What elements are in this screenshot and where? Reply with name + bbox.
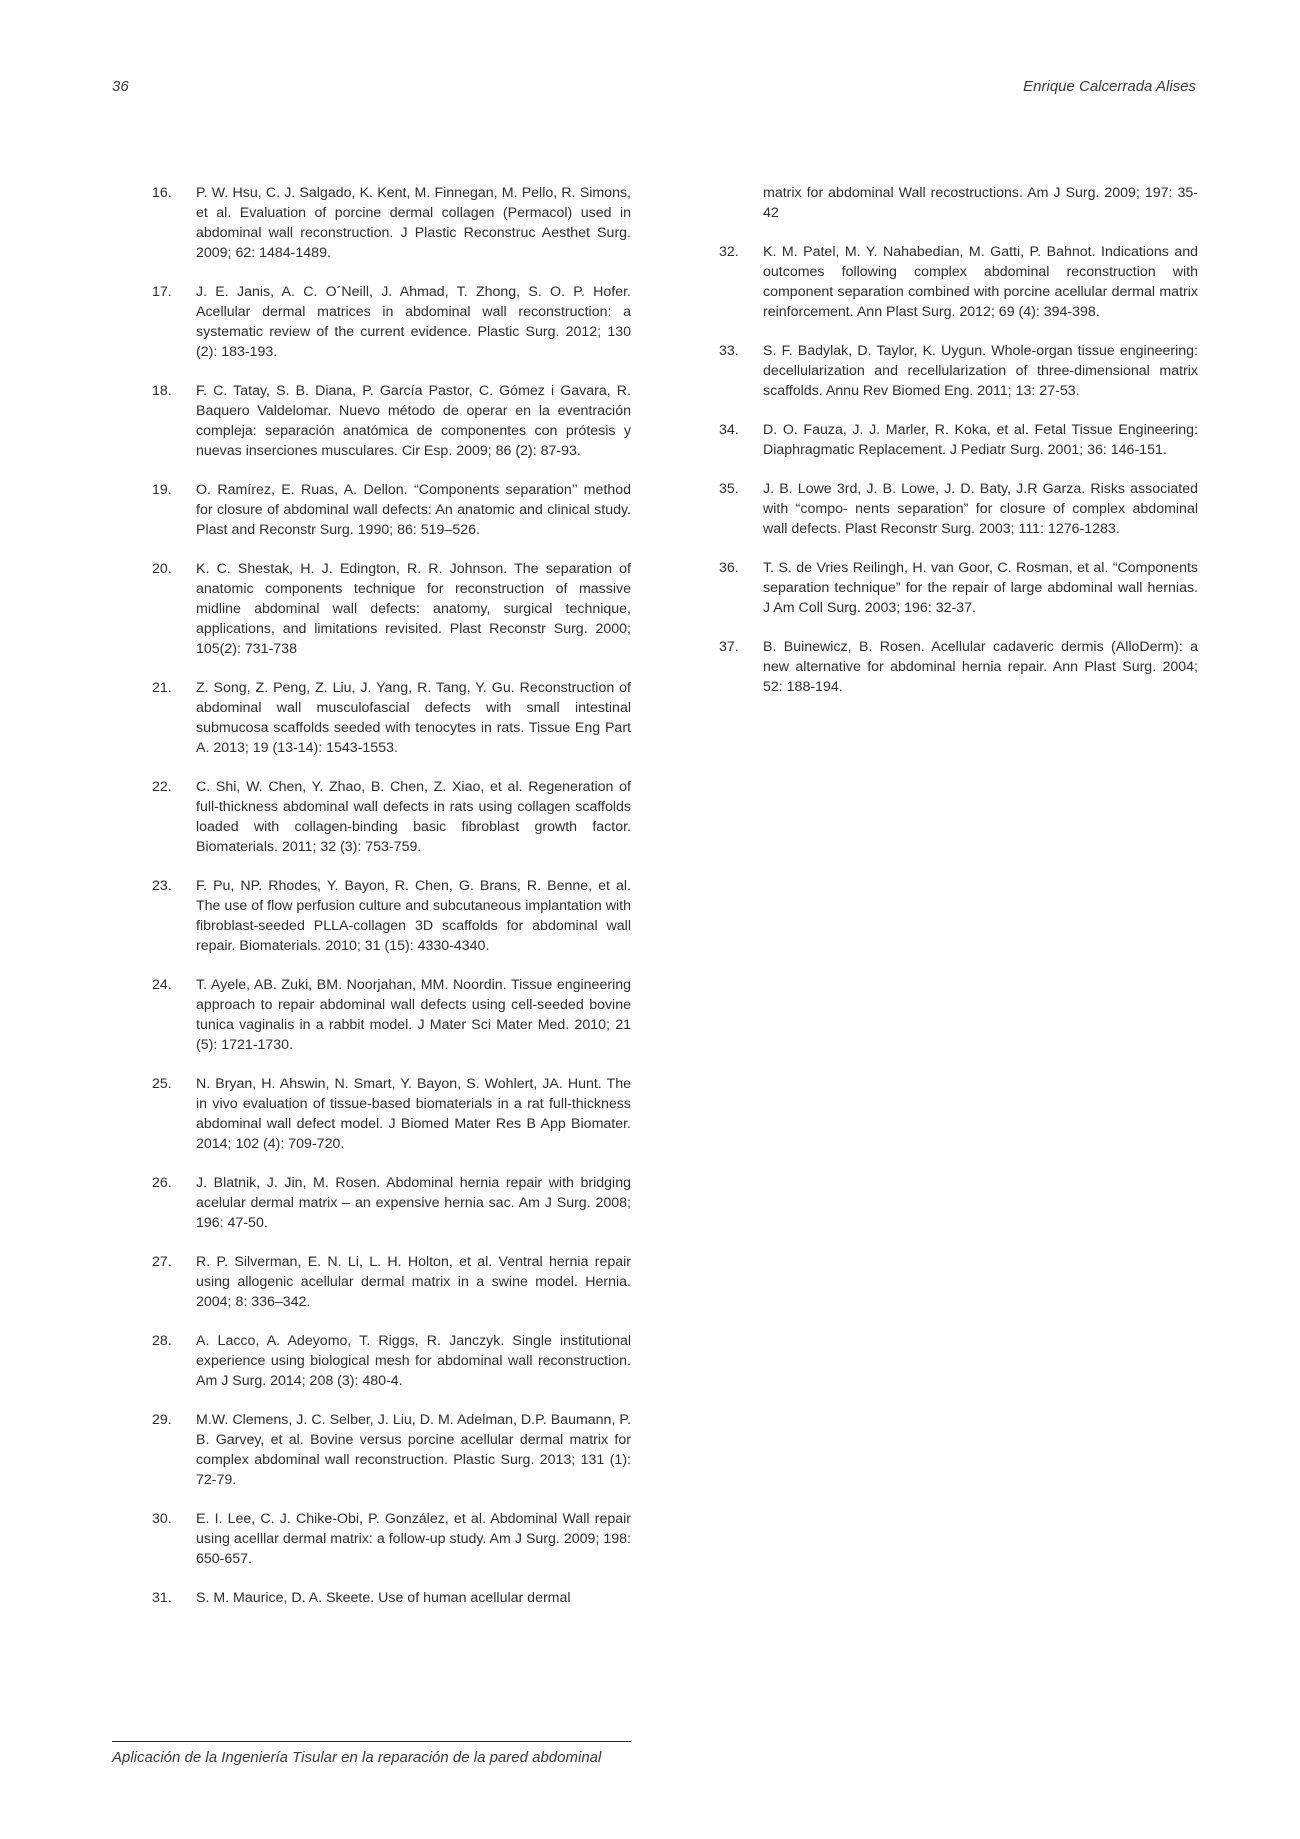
reference-number: 33.	[719, 343, 739, 359]
reference-number: 17.	[152, 284, 172, 300]
reference-number: 24.	[152, 977, 172, 993]
reference-number: 19.	[152, 482, 172, 498]
reference-item	[152, 1509, 631, 1569]
reference-text: F. Pu, NP. Rhodes, Y. Bayon, R. Chen, G. Brans, R. Benne, et al. The use of flow perfusion culture and subcutaneous implantation with fibroblast-seeded PLLA-collagen 3D scaffolds for abdominal wall repair. Biomaterials. 2010; 31 (15): 4330-4340.	[196, 878, 631, 954]
reference-number: 29.	[152, 1412, 172, 1428]
reference-text: Z. Song, Z. Peng, Z. Liu, J. Yang, R. Tang, Y. Gu. Reconstruction of abdominal wall musculofascial defects with small intestinal submucosa scaffolds seeded with tenocytes in rats. Tissue Eng Part A. 2013; 19 (13-14): 1543-1553.	[196, 680, 631, 756]
reference-item	[719, 242, 1198, 322]
reference-number: 25.	[152, 1076, 172, 1092]
reference-text: D. O. Fauza, J. J. Marler, R. Koka, et al. Fetal Tissue Engineering: Diaphragmatic Replacement. J Pediatr Surg. 2001; 36: 146-151.	[763, 422, 1198, 458]
reference-number: 32.	[719, 244, 739, 260]
reference-text: S. F. Badylak, D. Taylor, K. Uygun. Whole-organ tissue engineering: decellularization and recellularization of three-dimensional matrix scaffolds. Annu Rev Biomed Eng. 2011; 13: 27-53.	[763, 343, 1198, 399]
reference-column-right	[719, 183, 1198, 716]
reference-item	[152, 876, 631, 956]
reference-number: 31.	[152, 1590, 172, 1606]
reference-item	[719, 637, 1198, 697]
reference-text: R. P. Silverman, E. N. Li, L. H. Holton, et al. Ventral hernia repair using allogenic acellular dermal matrix in a swine model. Hernia. 2004; 8: 336–342.	[196, 1254, 631, 1310]
reference-text: T. Ayele, AB. Zuki, BM. Noorjahan, MM. Noordin. Tissue engineering approach to repair abdominal wall defects using cell-seeded bovine tunica vaginalis in a rabbit model. J Mater Sci Mater Med. 2010; 21 (5): 1721-1730.	[196, 977, 631, 1053]
reference-item	[152, 975, 631, 1055]
reference-text: matrix for abdominal Wall recostructions. Am J Surg. 2009; 197: 35-42	[763, 185, 1198, 221]
reference-text: J. Blatnik, J. Jin, M. Rosen. Abdominal hernia repair with bridging acelular dermal matrix – an expensive hernia sac. Am J Surg. 2008; 196: 47-50.	[196, 1175, 631, 1231]
reference-item	[152, 678, 631, 758]
reference-number: 23.	[152, 878, 172, 894]
reference-continuation	[719, 183, 1198, 223]
reference-text: J. E. Janis, A. C. O´Neill, J. Ahmad, T. Zhong, S. O. P. Hofer. Acellular dermal matrices in abdominal wall reconstruction: a systematic review of the current evidence. Plastic Surg. 2012; 130 (2): 183-193.	[196, 284, 631, 360]
reference-text: K. M. Patel, M. Y. Nahabedian, M. Gatti, P. Bahnot. Indications and outcomes following complex abdominal reconstruction with component separation combined with porcine acellular dermal matrix reinforcement. Ann Plast Surg. 2012; 69 (4): 394-398.	[763, 244, 1198, 320]
running-footer-title: Aplicación de la Ingeniería Tisular en la reparación de la pared abdominal	[112, 1749, 602, 1766]
reference-item	[719, 341, 1198, 401]
reference-text: E. I. Lee, C. J. Chike-Obi, P. González, et al. Abdominal Wall repair using acelllar dermal matrix: a follow-up study. Am J Surg. 2009; 198: 650-657.	[196, 1511, 631, 1567]
reference-number: 34.	[719, 422, 739, 438]
reference-number: 16.	[152, 185, 172, 201]
reference-item	[152, 559, 631, 659]
reference-number: 22.	[152, 779, 172, 795]
reference-item	[152, 381, 631, 461]
reference-text: S. M. Maurice, D. A. Skeete. Use of human acellular dermal	[196, 1590, 571, 1606]
reference-text: T. S. de Vries Reilingh, H. van Goor, C. Rosman, et al. “Components separation technique” for the repair of large abdominal wall hernias. J Am Coll Surg. 2003; 196: 32-37.	[763, 560, 1198, 616]
reference-text: O. Ramírez, E. Ruas, A. Dellon. “Components separation’’ method for closure of abdominal wall defects: An anatomic and clinical study. Plast and Reconstr Surg. 1990; 86: 519–526.	[196, 482, 631, 538]
reference-number: 27.	[152, 1254, 172, 1270]
reference-number: 21.	[152, 680, 172, 696]
footer-rule	[112, 1741, 631, 1742]
reference-text: A. Lacco, A. Adeyomo, T. Riggs, R. Janczyk. Single institutional experience using biological mesh for abdominal wall reconstruction. Am J Surg. 2014; 208 (3): 480-4.	[196, 1333, 631, 1389]
reference-item	[152, 1252, 631, 1312]
reference-item	[152, 282, 631, 362]
reference-item	[152, 1588, 631, 1608]
page-number: 36	[112, 78, 129, 95]
reference-item	[152, 1173, 631, 1233]
reference-item	[152, 480, 631, 540]
reference-text: F. C. Tatay, S. B. Diana, P. García Pastor, C. Gómez i Gavara, R. Baquero Valdelomar. Nuevo método de operar en la eventración compleja: separación anatómica de componentes con prótesis y nuevas inserciones musculares. Cir Esp. 2009; 86 (2): 87-93.	[196, 383, 631, 459]
reference-item	[719, 479, 1198, 539]
reference-number: 30.	[152, 1511, 172, 1527]
reference-text: B. Buinewicz, B. Rosen. Acellular cadaveric dermis (AlloDerm): a new alternative for abdominal hernia repair. Ann Plast Surg. 2004; 52: 188-194.	[763, 639, 1198, 695]
reference-text: P. W. Hsu, C. J. Salgado, K. Kent, M. Finnegan, M. Pello, R. Simons, et al. Evaluation of porcine dermal collagen (Permacol) used in abdominal wall reconstruction. J Plastic Reconstruc Aesthet Surg. 2009; 62: 1484-1489.	[196, 185, 631, 261]
reference-number: 36.	[719, 560, 739, 576]
reference-item	[719, 558, 1198, 618]
reference-item	[152, 1410, 631, 1490]
reference-number: 35.	[719, 481, 739, 497]
running-header-author: Enrique Calcerrada Alises	[1023, 78, 1196, 95]
reference-text: J. B. Lowe 3rd, J. B. Lowe, J. D. Baty, J.R Garza. Risks associated with “compo- nents separation” for closure of complex abdominal wall defects. Plast Reconstr Surg. 2003; 111: 1276-1283.	[763, 481, 1198, 537]
reference-number: 20.	[152, 561, 172, 577]
reference-text: C. Shi, W. Chen, Y. Zhao, B. Chen, Z. Xiao, et al. Regeneration of full-thickness abdominal wall defects in rats using collagen scaffolds loaded with collagen-binding basic fibroblast growth factor. Biomaterials. 2011; 32 (3): 753-759.	[196, 779, 631, 855]
reference-text: N. Bryan, H. Ahswin, N. Smart, Y. Bayon, S. Wohlert, JA. Hunt. The in vivo evaluation of tissue-based biomaterials in a rat full-thickness abdominal wall defect model. J Biomed Mater Res B App Biomater. 2014; 102 (4): 709-720.	[196, 1076, 631, 1152]
reference-number: 37.	[719, 639, 739, 655]
reference-item	[152, 183, 631, 263]
reference-item	[719, 420, 1198, 460]
reference-text: K. C. Shestak, H. J. Edington, R. R. Johnson. The separation of anatomic components technique for reconstruction of massive midline abdominal wall defects: anatomy, surgical technique, applications, and limitations revisited. Plast Reconstr Surg. 2000; 105(2): 731-738	[196, 561, 631, 657]
reference-item	[152, 1074, 631, 1154]
reference-number: 26.	[152, 1175, 172, 1191]
reference-item	[152, 777, 631, 857]
reference-column-left	[152, 183, 631, 1627]
reference-text: M.W. Clemens, J. C. Selber, J. Liu, D. M. Adelman, D.P. Baumann, P. B. Garvey, et al. Bovine versus porcine acellular dermal matrix for complex abdominal wall reconstruction. Plastic Surg. 2013; 131 (1): 72-79.	[196, 1412, 631, 1488]
reference-number: 28.	[152, 1333, 172, 1349]
reference-number: 18.	[152, 383, 172, 399]
reference-item	[152, 1331, 631, 1391]
